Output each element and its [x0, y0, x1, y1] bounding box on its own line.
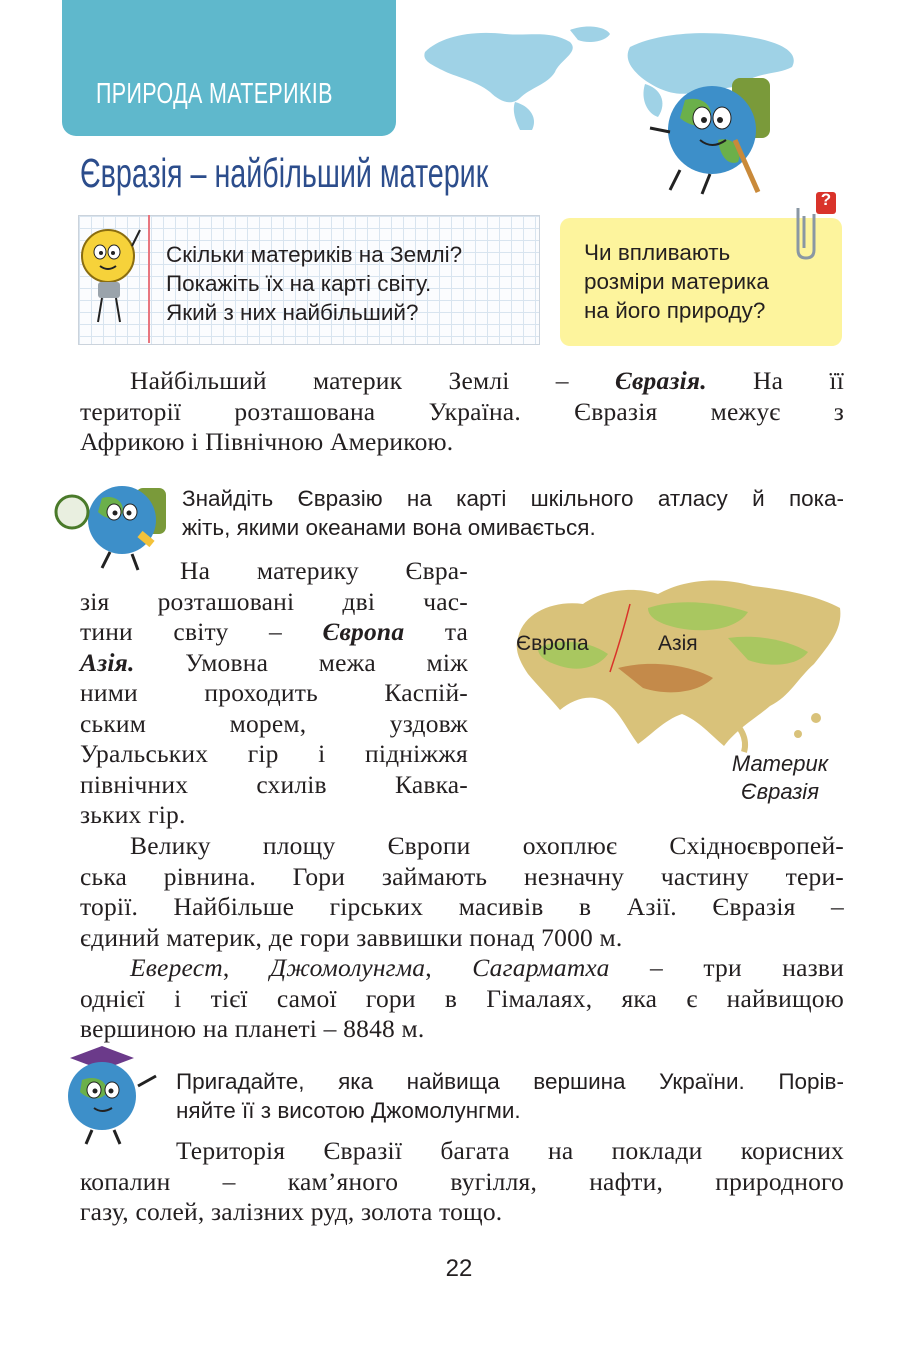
task-line: Знайдіть Євразію на карті шкільного атласу й пока-: [182, 486, 844, 511]
everest-line: [80, 953, 844, 984]
question-line: Скільки материків на Землі?: [166, 242, 463, 267]
intro-line: території розташована Україна. Євразія межує з: [80, 396, 844, 426]
map-label-asia: Азія: [658, 632, 698, 655]
intro-paragraph: [80, 366, 844, 458]
everest-line: однієї і тієї самої гори в Гімалаях, яка є найвищою: [80, 983, 844, 1013]
task-line: жіть, якими океанами вона омивається.: [182, 515, 596, 540]
minerals-line: копалин – кам’яного вугілля, нафти, природного: [80, 1166, 844, 1196]
everest-text: – три назви: [609, 953, 844, 982]
term-eurasia: Євразія.: [615, 366, 707, 395]
page-title: Євразія – найбільший материк: [80, 150, 489, 196]
question-text: [166, 240, 462, 327]
parts-text: Умовна межа між: [134, 647, 468, 677]
page-number: 22: [445, 1255, 473, 1282]
map-label-europe: Європа: [516, 632, 589, 655]
minerals-line: Територія Євразії багата на поклади корисних: [176, 1136, 844, 1165]
eurasia-map: [498, 568, 844, 758]
task-line: Пригадайте, яка найвища вершина України. Порів-: [176, 1069, 844, 1094]
intro-line: [80, 366, 844, 397]
parts-line: ським морем, уздовж: [80, 708, 468, 738]
task-line: няйте її з висотою Джомолунгми.: [176, 1098, 521, 1123]
term-sagarmatha: Сагарматха: [472, 953, 610, 982]
relief-line: торії. Найбільше гірських масивів в Азії. Євразія –: [80, 892, 844, 921]
separator: ,: [222, 953, 270, 982]
sticky-note-text: [584, 238, 769, 325]
parts-text: та: [404, 617, 469, 646]
question-box-margin: [148, 215, 150, 343]
intro-text: Найбільший материк Землі –: [130, 366, 615, 395]
question-line: Покажіть їх на карті світу.: [166, 271, 432, 296]
parts-text: тини світу –: [80, 617, 323, 646]
map-caption: [700, 750, 860, 806]
question-line: Який з них найбільший?: [166, 300, 419, 325]
caption-line: Материк: [731, 751, 829, 776]
parts-line: [80, 648, 468, 679]
term-everest: Еверест: [130, 953, 223, 982]
minerals-line: газу, солей, залізних руд, золота тощо.: [80, 1197, 503, 1226]
relief-line: єдиний материк, де гори заввишки понад 7000 м.: [80, 922, 623, 952]
relief-line: Велику площу Європи охоплює Східноєвропей-: [130, 831, 844, 860]
sticky-line: на його природу?: [584, 298, 766, 323]
term-europe: Європа: [322, 617, 405, 646]
parts-paragraph: [80, 556, 468, 831]
lightbulb-icon: [78, 218, 144, 330]
sticky-line: розміри материка: [584, 269, 769, 294]
globe-mascot-icon: [640, 70, 780, 198]
sticky-line: Чи впливають: [584, 240, 731, 265]
parts-line: північних схилів Кавка-: [80, 769, 468, 799]
relief-paragraph: [80, 831, 844, 1045]
globe-graduate-icon: [56, 1046, 160, 1146]
separator: ,: [425, 953, 473, 982]
intro-line: Африкою і Північною Америкою.: [80, 427, 454, 456]
term-asia: Азія.: [80, 647, 135, 677]
section-label: ПРИРОДА МАТЕРИКІВ: [96, 78, 333, 110]
everest-line: вершиною на планеті – 8848 м.: [80, 1014, 425, 1043]
task-find-eurasia: [182, 484, 844, 542]
task-compare-heights: [176, 1067, 844, 1125]
question-badge: ?: [820, 190, 832, 209]
caption-line: Євразія: [741, 779, 819, 804]
parts-line: ними проходить Каспій-: [80, 678, 468, 707]
parts-line: Уральських гір і підніжжя: [80, 739, 468, 768]
intro-text: На її: [706, 366, 845, 395]
term-chomolungma: Джомолунгма: [269, 953, 426, 982]
parts-line: На материку Євра-: [180, 556, 468, 585]
section-tab: [62, 0, 396, 136]
parts-line: [80, 617, 468, 648]
minerals-paragraph: [80, 1136, 844, 1228]
relief-line: ська рівнина. Гори займають незначну частину тери-: [80, 861, 844, 891]
parts-line: зьких гір.: [80, 800, 186, 829]
parts-line: зія розташовані дві час-: [80, 586, 468, 616]
